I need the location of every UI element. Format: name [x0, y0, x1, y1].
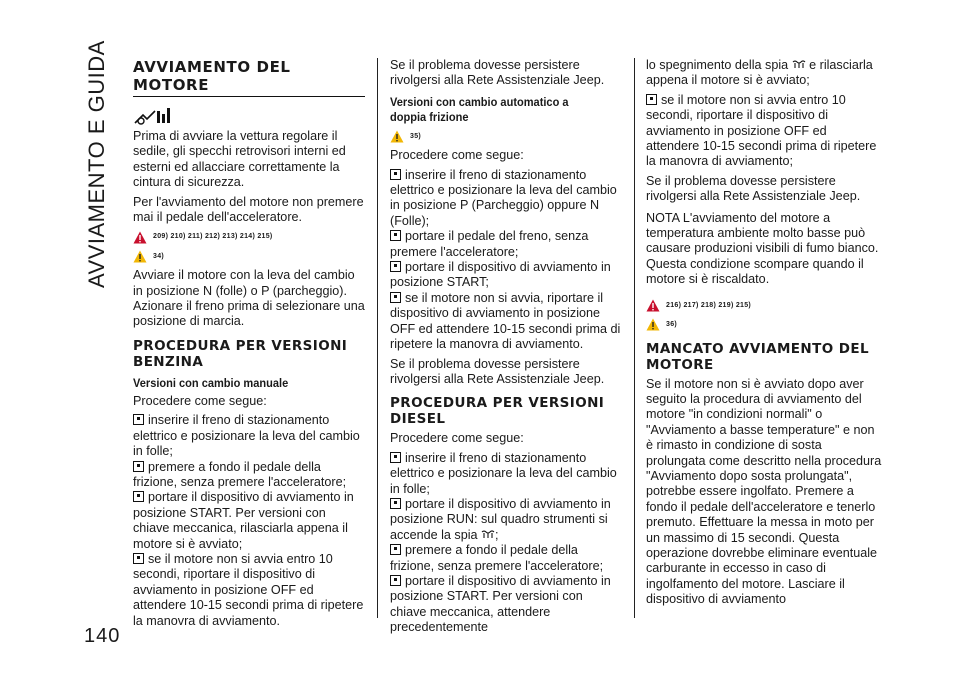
subheading-manual: Versioni con cambio manuale: [133, 375, 289, 390]
caution-icon: [390, 130, 404, 143]
list-item: premere a fondo il pedale della frizione, senza premere l'acceleratore;: [133, 459, 347, 489]
bullet-icon: [390, 544, 401, 555]
intro-paragraph-1: Prima di avviare la vettura regolare il sedile, gli specchi retrovisori interni ed esterni ed allacciare correttamente la cintura di sicurezza.: [133, 129, 346, 190]
list-item: inserire il freno di stazionamento elettrico e posizionare la leva del cambio in folle;: [390, 450, 617, 496]
bullet-icon: [646, 94, 657, 105]
warning-icon: [646, 299, 660, 312]
list-item: inserire il freno di stazionamento elettrico e posizionare la leva del cambio in posizione P (Parcheggio) oppure N (Folle);: [390, 167, 617, 228]
list-item: portare il dispositivo di avviamento in posizione START. Per versioni con chiave meccanica, rilasciarla appena il motore si è avviato;: [133, 490, 354, 551]
paragraph-3: Se il motore non si è avviato dopo aver seguito la procedura di avviamento del motore "in condizioni normali" o "Avviamento a basse temperature" e non è rimasto in condizione di sosta prolungata come descritto nella procedura "Avviamento dopo sosta prolungata", potrebbe essere ingolfato. Premere a fondo il pedale dell'acceleratore e tenerlo premuto. Effettuare la messa in moto per un massimo di 15 secondi. Questa operazione dovrebbe eliminare eventuale carburante in eccesso in caso di ingolfamento del motore. Lasciare il dispositivo di avviamento: [646, 376, 882, 607]
paragraph-1: Se il problema dovesse persistere rivolgersi alla Rete Assistenziale Jeep.: [390, 58, 605, 88]
list-item: se il motore non si avvia entro 10 secondi, riportare il dispositivo di avviamento in posizione OFF ed attendere 10-15 secondi prima di ripetere la manovra di avviamento;: [646, 92, 877, 169]
chapter-title: [78, 40, 112, 290]
section-title: AVVIAMENTO DEL MOTORE: [133, 58, 291, 94]
paragraph-1: lo spegnimento della spia e rilasciarla appena il motore si è avviato;: [646, 58, 873, 88]
bullet-icon: [133, 491, 144, 502]
column-3: [646, 58, 882, 612]
bullet-icon: [390, 292, 401, 303]
chapter-title-text: AVVIAMENTO E GUIDA: [84, 40, 109, 288]
list-item: portare il dispositivo di avviamento in posizione START;: [390, 260, 611, 290]
warning-icon: [133, 231, 147, 244]
procedure-intro: Procedere come segue:: [390, 148, 524, 163]
list-item: inserire il freno di stazionamento elettrico e posizionare la leva del cambio in folle;: [133, 413, 360, 459]
caution-refs-text: 35): [410, 132, 422, 140]
caution-icon: [646, 318, 660, 331]
procedure-intro-diesel: Procedere come segue:: [390, 431, 524, 446]
list-item: portare il pedale del freno, senza premere l'acceleratore;: [390, 229, 589, 259]
column-2: [390, 58, 622, 636]
list-item: se il motore non si avvia entro 10 secondi, riportare il dispositivo di avviamento in posizione OFF ed attendere 10-15 secondi prima di ripetere la manovra di avviamento.: [133, 551, 364, 628]
column-divider: [377, 58, 378, 618]
paragraph-3: Avviare il motore con la leva del cambio in posizione N (folle) o P (parcheggio). Azionare il freno prima di selezionare una posizione di marcia.: [133, 268, 365, 329]
bullet-icon: [390, 169, 401, 180]
warning-refs: [133, 229, 365, 244]
note-paragraph: NOTA L'avviamento del motore a temperatura ambiente molto basse può causare produzioni visibili di fumo bianco. Questa condizione scompare quando il motore si è riscaldato.: [646, 210, 879, 287]
bullet-icon: [390, 452, 401, 463]
intro-paragraph-2: Per l'avviamento del motore non premere mai il pedale dell'acceleratore.: [133, 194, 364, 225]
bullet-icon: [133, 414, 144, 425]
subheading-automatic: Versioni con cambio automatico a doppia frizione: [390, 94, 569, 124]
list-item: portare il dispositivo di avviamento in posizione RUN: sul quadro strumenti si accende la spia ;: [390, 496, 611, 542]
warning-refs: [646, 298, 882, 313]
caution-refs: [390, 129, 622, 144]
warning-refs-text: 209) 210) 211) 212) 213) 214) 215): [153, 233, 273, 241]
list-item: portare il dispositivo di avviamento in posizione START. Per versioni con chiave meccanica, attendere precedentemente: [390, 573, 611, 635]
bullet-icon: [390, 498, 401, 509]
caution-icon: [133, 250, 147, 263]
paragraph-2: Se il problema dovesse persistere rivolgersi alla Rete Assistenziale Jeep.: [646, 173, 861, 204]
column-divider: [634, 58, 635, 618]
bullet-icon: [390, 261, 401, 272]
glow-plug-icon: [481, 530, 495, 539]
start-key-icon: [133, 105, 173, 127]
bullet-icon: [133, 553, 144, 564]
subsection-title-failed-start: MANCATO AVVIAMENTO DEL MOTORE: [646, 340, 869, 373]
column-1: [133, 58, 365, 629]
caution-refs-text: 36): [666, 321, 678, 329]
warning-refs-text: 216) 217) 218) 219) 215): [666, 301, 752, 309]
section-title-block: [133, 58, 365, 97]
bullet-icon: [133, 461, 144, 472]
bullet-icon: [390, 230, 401, 241]
caution-refs-text: 34): [153, 252, 165, 260]
list-item: se il motore non si avvia, riportare il dispositivo di avviamento in posizione OFF ed attendere 10-15 secondi prima di ripetere la manovra di avviamento.: [390, 290, 621, 352]
subsection-title-petrol: PROCEDURA PER VERSIONI BENZINA: [133, 337, 348, 370]
bullet-icon: [390, 575, 401, 586]
caution-refs: [133, 249, 365, 264]
glow-plug-icon: [792, 60, 806, 69]
procedure-intro: Procedere come segue:: [133, 393, 267, 408]
caution-refs: [646, 317, 882, 332]
page-number: 140: [84, 625, 121, 647]
list-item: premere a fondo il pedale della frizione, senza premere l'acceleratore;: [390, 543, 604, 573]
subsection-title-diesel: PROCEDURA PER VERSIONI DIESEL: [390, 395, 605, 428]
paragraph-2: Se il problema dovesse persistere rivolgersi alla Rete Assistenziale Jeep.: [390, 356, 605, 386]
